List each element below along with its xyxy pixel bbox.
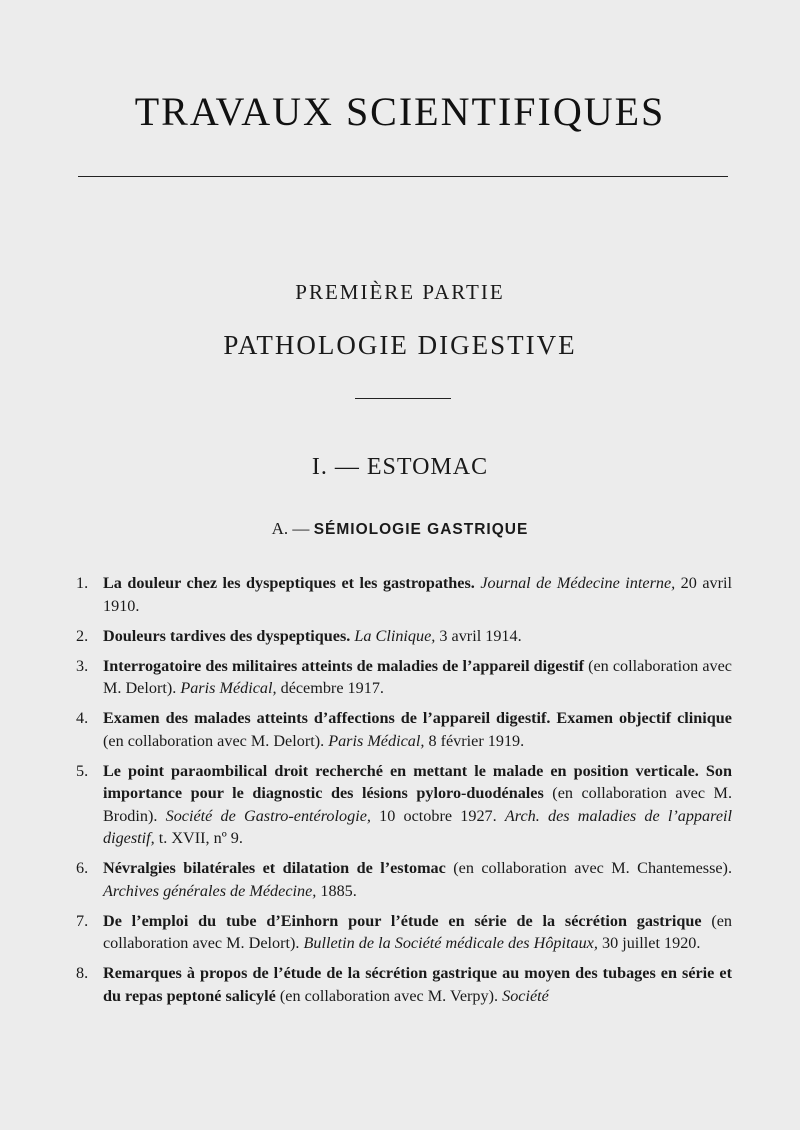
entry-number: 8. — [76, 964, 89, 982]
list-item — [76, 760, 732, 850]
entry-text: Douleurs tardives des dyspeptiques. La Clinique, 3 avril 1914. — [103, 626, 522, 645]
bibliography-list — [76, 572, 732, 1015]
entry-text: Le point paraombilical droit recherché en mettant le malade en position verticale. Son importance pour le diagnostic des lésions pyloro-duodénales (en collaboration avec M. Brodin). Société de Gastro-entérologie, 10 octobre 1927. Arch. des maladies de l’appareil digestif, t. XVII, nº 9. — [103, 761, 733, 847]
entry-number: 6. — [76, 859, 89, 877]
entry-number: 4. — [76, 709, 89, 727]
part-divider — [355, 398, 451, 399]
entry-number: 3. — [76, 656, 89, 675]
section-title: SÉMIOLOGIE GASTRIQUE — [313, 521, 529, 538]
entry-number: 7. — [76, 911, 89, 930]
entry-text: Examen des malades atteints d’affections de l’appareil digestif. Examen objectif clinique (en collaboration avec M. Delort). Paris Médical, 8 février 1919. — [103, 709, 732, 750]
entry-text: Remarques à propos de l’étude de la sécrétion gastrique au moyen des tubages en série et du repas peptoné salicylé (en collaboration avec M. Verpy). Société — [103, 964, 732, 1005]
list-item — [76, 655, 732, 700]
list-item — [76, 962, 732, 1007]
part-title: PATHOLOGIE DIGESTIVE — [223, 330, 577, 360]
part-label: PREMIÈRE PARTIE — [295, 280, 505, 304]
entry-text: Interrogatoire des militaires atteints de maladies de l’appareil digestif (en collaboration avec M. Delort). Paris Médical, décembre 1917. — [103, 656, 732, 697]
list-item — [76, 572, 732, 617]
page-title: TRAVAUX SCIENTIFIQUES — [134, 89, 666, 134]
entry-text: La douleur chez les dyspeptiques et les gastropathes. Journal de Médecine interne, 20 avril 1910. — [103, 574, 733, 615]
chapter-heading: I. — ESTOMAC — [311, 454, 489, 480]
entry-number: 2. — [76, 626, 89, 645]
list-item — [76, 707, 732, 752]
section-heading — [0, 519, 800, 539]
entry-text: De l’emploi du tube d’Einhorn pour l’étude en série de la sécrétion gastrique (en collaboration avec M. Delort). Bulletin de la Société médicale des Hôpitaux, 30 juillet 1920. — [103, 911, 732, 952]
section-prefix: A. — — [271, 519, 314, 538]
entry-text: Névralgies bilatérales et dilatation de l’estomac (en collaboration avec M. Chantemesse). Archives générales de Médecine, 1885. — [103, 859, 732, 900]
entry-number: 1. — [76, 574, 89, 592]
list-item — [76, 910, 732, 955]
list-item — [76, 857, 732, 902]
title-divider — [78, 176, 728, 177]
list-item — [76, 625, 732, 648]
entry-number: 5. — [76, 761, 89, 780]
